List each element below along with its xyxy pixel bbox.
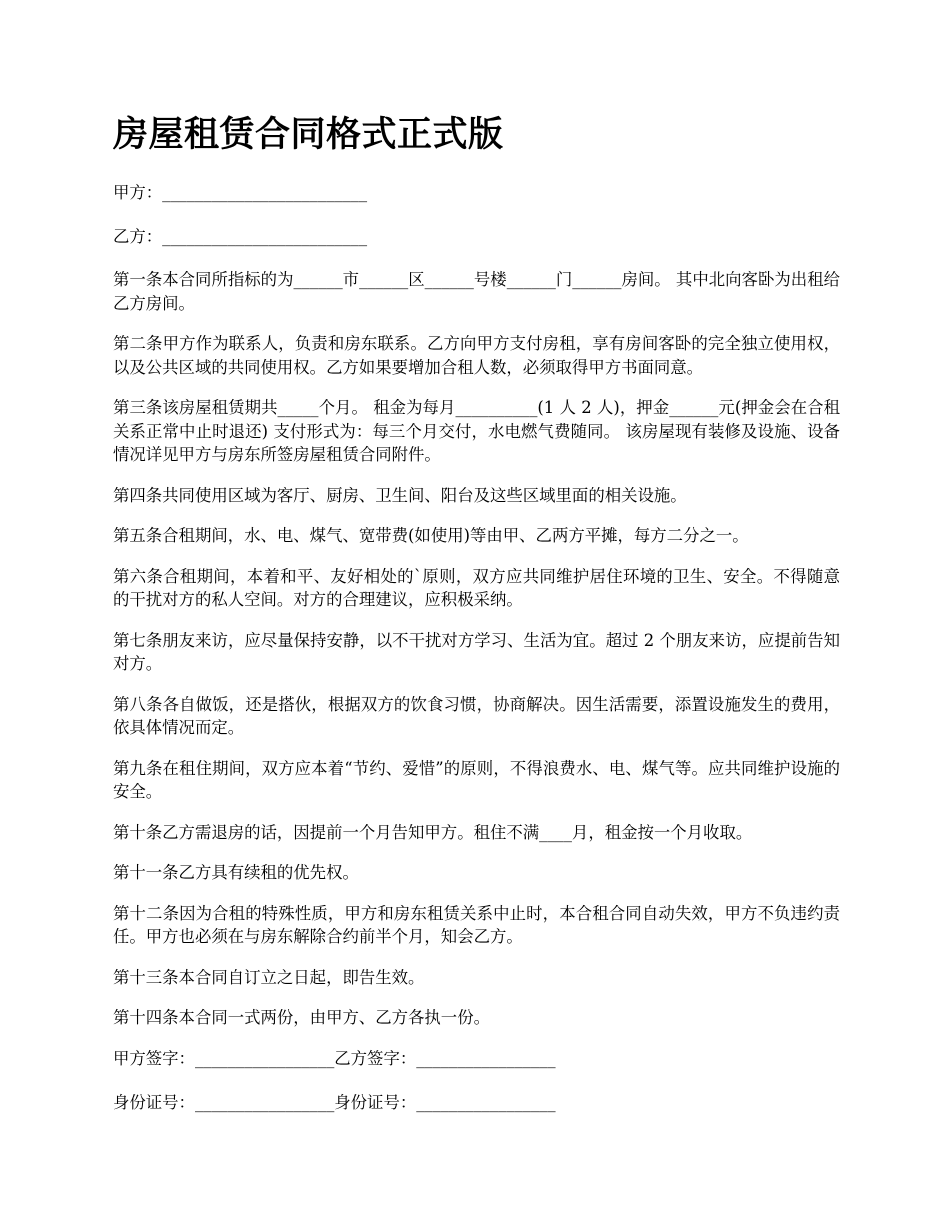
clause-4: 第四条共同使用区域为客厅、厨房、卫生间、阳台及这些区域里面的相关设施。 [113,485,687,505]
clause-9: 第九条在租住期间，双方应本着“节约、爱惜”的原则，不得浪费水、电、煤气等。应共同维护设施的安全。 [113,758,840,801]
clause-12: 第十二条因为合租的特殊性质，甲方和房东租赁关系中止时，本合租合同自动失效，甲方不负违约责任。甲方也必须在与房东解除合约前半个月，知会乙方。 [113,903,840,946]
clause-10: 第十条乙方需退房的话，因提前一个月告知甲方。租住不满____月，租金按一个月收取。 [113,822,753,842]
party-a-line: 甲方：_________________________ [113,183,368,202]
clause-6: 第六条合租期间，本着和平、友好相处的`原则，双方应共同维护居住环境的卫生、安全。不得随意的干扰对方的私人空间。对方的合理建议，应积极采纳。 [113,566,840,609]
clause-7: 第七条朋友来访，应尽量保持安静，以不干扰对方学习、生活为宜。超过 2 个朋友来访，应提前告知对方。 [113,630,840,673]
document-title: 房屋租赁合同格式正式版 [113,114,504,155]
clause-5: 第五条合租期间，水、电、煤气、宽带费(如使用)等由甲、乙两方平摊，每方二分之一。 [113,526,749,545]
clause-8: 第八条各自做饭，还是搭伙，根据双方的饮食习惯，协商解决。因生活需要，添置设施发生的费用，依具体情况而定。 [113,694,840,737]
id-number-line: 身份证号：_________________身份证号：_________________ [113,1093,556,1112]
clause-13: 第十三条本合同自订立之日起，即告生效。 [113,967,425,987]
clause-3: 第三条该房屋租赁期共_____个月。 租金为每月__________(1 人 2 人)，押金______元(押金会在合租关系正常中止时退还) 支付形式为：每三个月交付，水电燃气费随同。 该房屋现有装修及设施、设备情况详见甲方与房东所签房屋租赁合同附件。 [113,398,840,464]
clause-14: 第十四条本合同一式两份，由甲方、乙方各执一份。 [113,1008,490,1027]
clause-11: 第十一条乙方具有续租的优先权。 [113,863,359,882]
clause-1: 第一条本合同所指标的为______市______区______号楼______门______房间。 其中北向客卧为出租给乙方房间。 [113,270,840,313]
signature-line: 甲方签字：_________________乙方签字：_________________ [113,1048,556,1068]
party-b-line: 乙方：_________________________ [113,226,368,246]
clause-2: 第二条甲方作为联系人，负责和房东联系。乙方向甲方支付房租，享有房间客卧的完全独立使用权，以及公共区域的共同使用权。乙方如果要增加合租人数，必须取得甲方书面同意。 [113,334,840,377]
